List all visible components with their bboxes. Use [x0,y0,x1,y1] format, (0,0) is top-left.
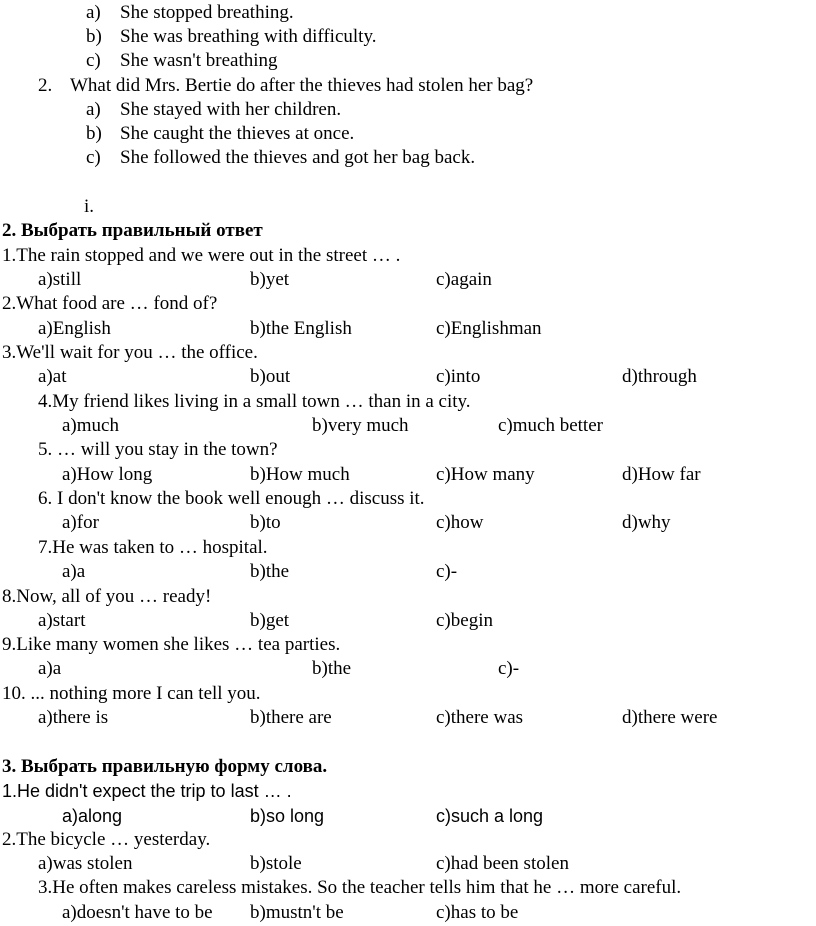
question-text: What did Mrs. Bertie do after the thieves had stolen her bag? [70,75,534,96]
answer-option: a)still [38,269,82,290]
question-text: 3.We'll wait for you … the office. [2,342,258,363]
answer-option: b)the [250,561,290,582]
answer-option: b)How much [250,464,350,485]
answer-option: a)much [62,415,119,436]
answer-option: a)there is [38,707,109,728]
answer-option: a)was stolen [38,853,133,874]
list-marker: b) [86,26,102,47]
question-text: 6. I don't know the book well enough … discuss it. [38,488,425,509]
list-marker: a) [86,2,101,23]
answer-option: b)mustn't be [250,902,344,923]
question-text: 2.What food are … fond of? [2,293,218,314]
answer-option: b)very much [312,415,409,436]
question-text: 3.He often makes careless mistakes. So the teacher tells him that he … more careful. [38,877,682,898]
roman-numeral-marker: i. [84,196,95,217]
answer-option: d)How far [622,464,701,485]
answer-option: c)Englishman [436,318,542,339]
question-text: 1.The rain stopped and we were out in the street … . [2,245,401,266]
answer-option: d)there were [622,707,718,728]
list-marker: b) [86,123,102,144]
answer-option: a)a [62,561,86,582]
answer-option: c)- [498,658,520,679]
answer-option: She was breathing with difficulty. [120,26,377,47]
question-text: 2.The bicycle … yesterday. [2,829,211,850]
answer-option: a)How long [62,464,153,485]
answer-option: c)there was [436,707,524,728]
answer-option: b)there are [250,707,332,728]
list-marker: c) [86,50,101,71]
answer-option: c)into [436,366,481,387]
answer-option: b)to [250,512,281,533]
section-heading: 3. Выбрать правильную форму слова. [2,756,328,777]
question-text: 4.My friend likes living in a small town … than in a city. [38,391,471,412]
answer-option: a)along [62,806,123,826]
answer-option: b)out [250,366,291,387]
question-text: 8.Now, all of you … ready! [2,586,212,607]
answer-option: a)a [38,658,62,679]
answer-option: b)get [250,610,290,631]
list-marker: a) [86,99,101,120]
answer-option: b)so long [250,806,325,826]
answer-option: a)start [38,610,86,631]
answer-option: c)- [436,561,458,582]
answer-option: c)such a long [436,806,544,826]
answer-option: b)yet [250,269,290,290]
answer-option: a)English [38,318,111,339]
answer-option: c)had been stolen [436,853,569,874]
question-number: 2. [38,75,53,96]
answer-option: She caught the thieves at once. [120,123,355,144]
answer-option: c)How many [436,464,535,485]
answer-option: d)why [622,512,671,533]
answer-option: b)the English [250,318,352,339]
question-text: 7.He was taken to … hospital. [38,537,268,558]
answer-option: d)through [622,366,697,387]
answer-option: She stopped breathing. [120,2,294,23]
answer-option: She followed the thieves and got her bag back. [120,147,476,168]
answer-option: b)the [312,658,352,679]
answer-option: a)at [38,366,67,387]
question-text: 5. … will you stay in the town? [38,439,278,460]
question-text: 10. ... nothing more I can tell you. [2,683,261,704]
answer-option: a)doesn't have to be [62,902,213,923]
question-text: 9.Like many women she likes … tea parties. [2,634,341,655]
answer-option: b)stole [250,853,302,874]
answer-option: c)how [436,512,484,533]
section-heading: 2. Выбрать правильный ответ [2,220,263,241]
answer-option: c)begin [436,610,493,631]
answer-option: c)has to be [436,902,519,923]
answer-option: She stayed with her children. [120,99,342,120]
list-marker: c) [86,147,101,168]
answer-option: She wasn't breathing [120,50,278,71]
answer-option: a)for [62,512,99,533]
answer-option: c)again [436,269,492,290]
answer-option: c)much better [498,415,603,436]
question-text: 1.He didn't expect the trip to last … . [2,781,292,801]
